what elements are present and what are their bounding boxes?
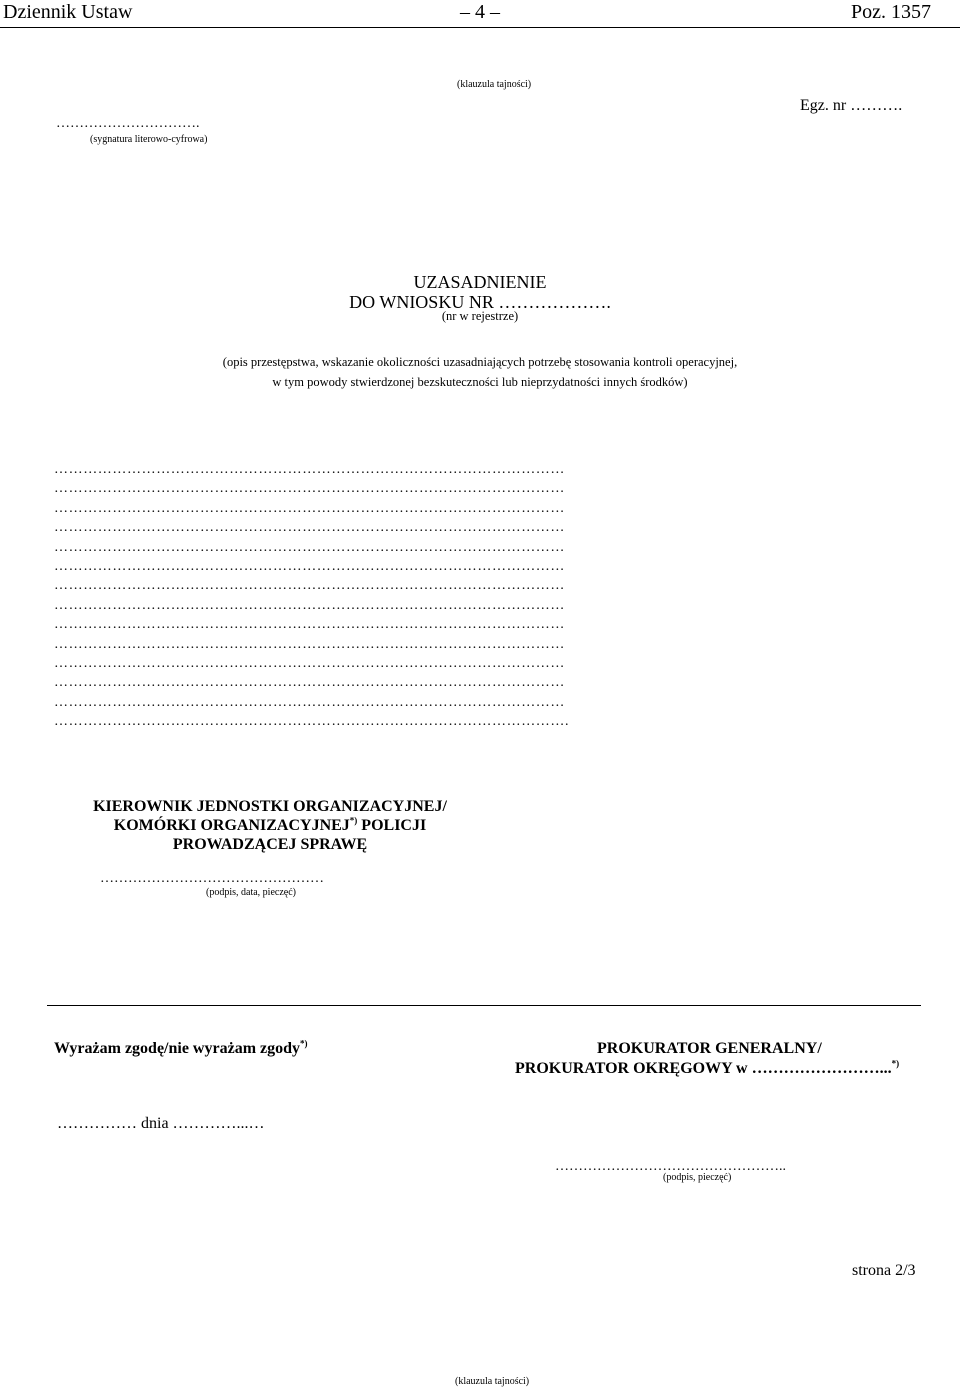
dotted-line: …………………………………………………………………………………………… [54, 617, 565, 633]
page-number: – 4 – [460, 1, 500, 23]
head-of-unit-line-3: PROWADZĄCEJ SPRAWĘ [172, 836, 368, 853]
dotted-line: …………………………………………………………………………………………… [54, 481, 565, 497]
head-signature-label: (podpis, data, pieczęć) [206, 887, 296, 898]
dotted-line: …………………………………………………………………………………………… [54, 694, 565, 710]
copy-number: Egz. nr ………. [800, 97, 903, 114]
dotted-line: ……………………………………………………………………………………………. [54, 714, 570, 730]
justification-area[interactable] [54, 460, 920, 732]
footnote-marker: *) [300, 1038, 308, 1049]
signature-label: (sygnatura literowo-cyfrowa) [90, 134, 208, 145]
instructions-line-2: w tym powody stwierdzonej bezskuteczności lub nieprzydatności innych środków) [272, 375, 688, 389]
prosecutor-signature-label: (podpis, pieczęć) [663, 1172, 732, 1183]
head-of-unit-block [0, 797, 540, 854]
head-signature-dots: ………………………………………… [100, 871, 324, 886]
footnote-marker: *) [891, 1058, 900, 1069]
prosecutor-line-2: PROKURATOR OKRĘGOWY w ……………………...*) [515, 1058, 900, 1077]
dnia-label: dnia [137, 1115, 173, 1132]
dotted-line: …………………………………………………………………………………………… [54, 559, 565, 575]
place-dots: …………… [57, 1115, 137, 1132]
dotted-line: …………………………………………………………………………………………… [54, 675, 565, 691]
document-title: UZASADNIENIE [413, 272, 547, 292]
clause-top: (klauzula tajności) [457, 79, 532, 90]
dotted-line: …………………………………………………………………………………………… [54, 597, 565, 613]
dotted-line: …………………………………………………………………………………………… [54, 500, 565, 516]
section-divider [47, 1005, 921, 1006]
head-of-unit-line-2: KOMÓRKI ORGANIZACYJNEJ*) POLICJI [113, 815, 427, 834]
dotted-line: …………………………………………………………………………………………… [54, 462, 565, 477]
head-of-unit-line-1: KIEROWNIK JEDNOSTKI ORGANIZACYJNEJ/ [93, 798, 447, 815]
date-line[interactable] [57, 1114, 265, 1133]
date-dots: …………...… [172, 1115, 265, 1132]
clause-bottom: (klauzula tajności) [455, 1376, 530, 1387]
registry-label: (nr w rejestrze) [441, 309, 519, 323]
dotted-line: …………………………………………………………………………………………… [54, 656, 565, 672]
prosecutor-line-1: PROKURATOR GENERALNY/ [597, 1040, 822, 1057]
dotted-line: …………………………………………………………………………………………… [54, 636, 565, 652]
page-indicator: strona 2/3 [852, 1262, 916, 1279]
dotted-line: …………………………………………………………………………………………… [54, 539, 565, 555]
signature-dots: …………………………. [56, 116, 200, 131]
dotted-line: …………………………………………………………………………………………… [54, 578, 565, 594]
footnote-marker: *) [349, 815, 358, 826]
prosecutor-signature-dots: ………………………………………….. [555, 1159, 786, 1174]
document-subtitle: DO WNIOSKU NR ………………. [349, 292, 611, 312]
instructions-line-1: (opis przestępstwa, wskazanie okoliczności uzasadniających potrzebę stosowania kontroli operacyjnej, [222, 355, 738, 369]
dotted-line: …………………………………………………………………………………………… [54, 520, 565, 536]
header-divider [0, 27, 960, 28]
consent-text: Wyrażam zgodę/nie wyrażam zgody*) [54, 1038, 308, 1057]
journal-title: Dziennik Ustaw [3, 1, 133, 23]
position-number: Poz. 1357 [851, 1, 931, 23]
